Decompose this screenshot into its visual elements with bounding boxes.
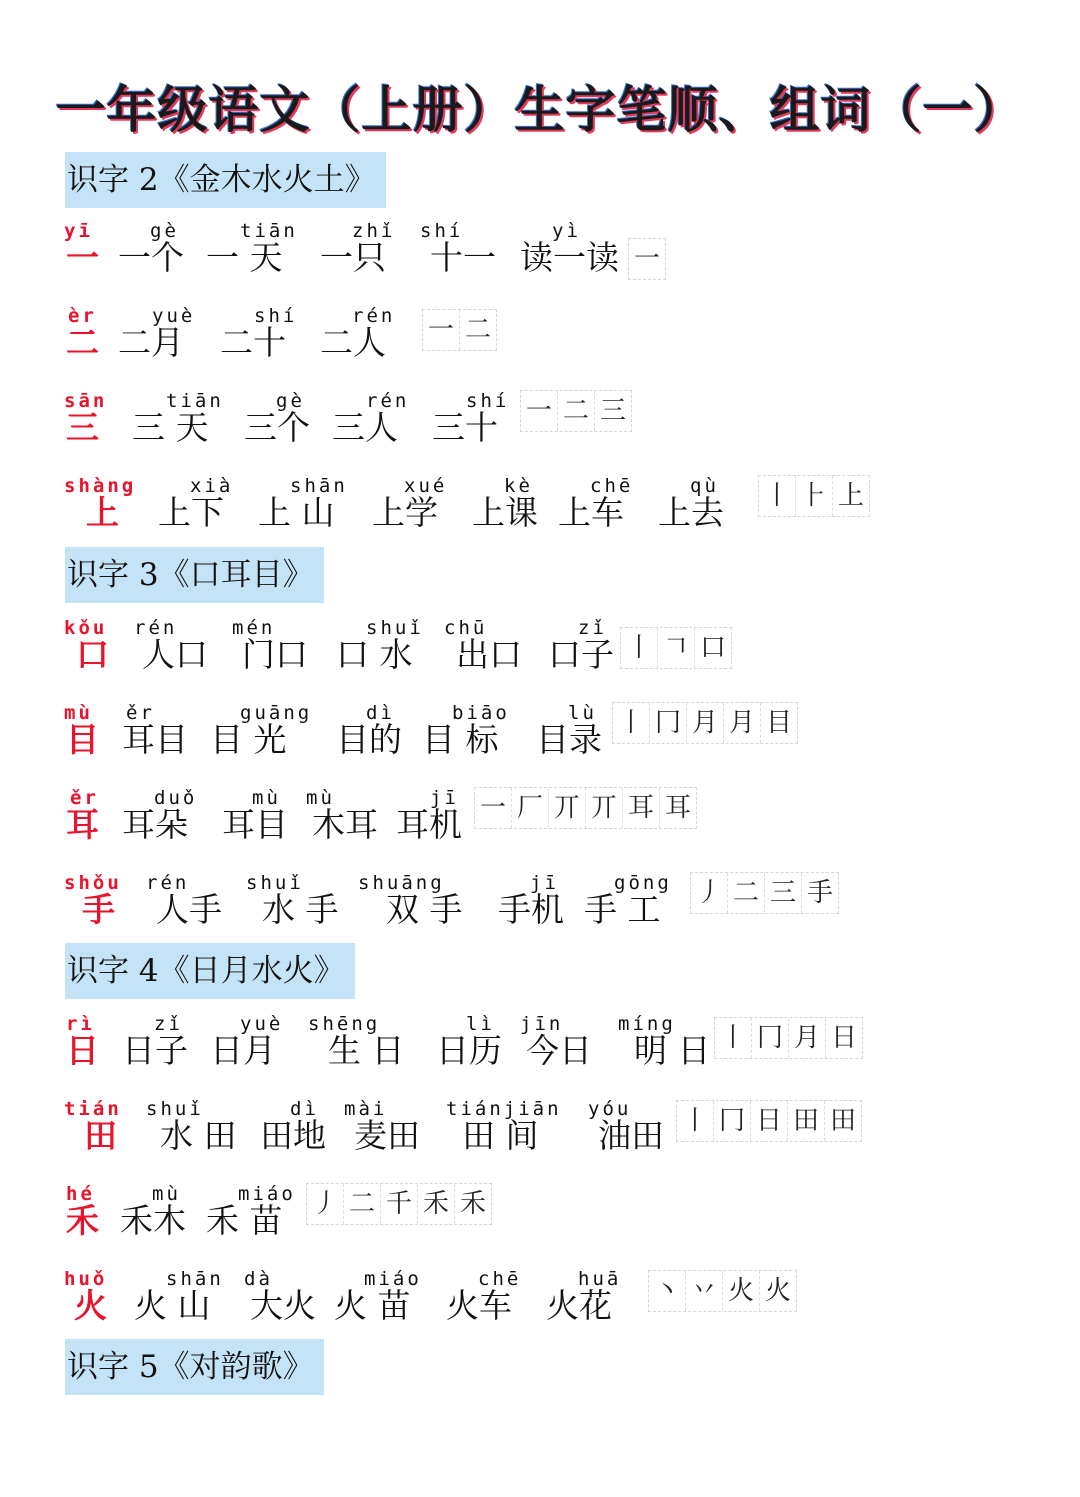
stroke-step: 耳 xyxy=(664,793,691,823)
stroke-step: 日 xyxy=(751,1101,788,1141)
word-pinyin: shēng xyxy=(308,1013,381,1035)
stroke-step: 丨 xyxy=(613,703,650,743)
char-row-ri xyxy=(0,1013,1080,1073)
word-hanzi: 禾木 xyxy=(120,1201,186,1240)
char-row-shou xyxy=(0,872,1080,932)
word-pinyin: chū xyxy=(444,617,488,639)
char-hanzi: 火 xyxy=(74,1286,107,1325)
char-hanzi: 日 xyxy=(66,1031,99,1070)
word-pinyin: shí xyxy=(254,305,298,327)
page-title: 一年级语文（上册）生字笔顺、组词（一） xyxy=(55,81,1025,139)
char-hanzi: 口 xyxy=(76,635,109,674)
word-hanzi: 口 水 xyxy=(336,635,413,674)
word-pinyin: shuǐ xyxy=(246,872,304,894)
word-hanzi: 田地 xyxy=(260,1116,326,1155)
word-hanzi: 上去 xyxy=(658,493,724,532)
word-hanzi: 田 间 xyxy=(462,1116,539,1155)
stroke-order xyxy=(758,475,870,517)
stroke-step: 日 xyxy=(830,1023,857,1053)
lesson-heading-2: 识字 3《口耳目》 xyxy=(65,547,324,603)
char-hanzi: 目 xyxy=(66,720,99,759)
char-hanzi: 耳 xyxy=(66,805,99,844)
char-row-er2 xyxy=(0,787,1080,847)
word-pinyin: zhǐ xyxy=(352,220,396,242)
stroke-order xyxy=(306,1183,492,1225)
word-pinyin: chē xyxy=(478,1268,522,1290)
word-hanzi: 大火 xyxy=(250,1286,316,1325)
lesson-heading-3: 识字 4《日月水火》 xyxy=(65,943,355,999)
stroke-step: 月 xyxy=(789,1018,826,1058)
word-hanzi: 明 日 xyxy=(634,1031,711,1070)
stroke-order xyxy=(648,1270,797,1312)
word-pinyin: dà xyxy=(244,1268,273,1290)
word-pinyin: yuè xyxy=(152,305,196,327)
word-pinyin: ěr xyxy=(126,702,155,724)
word-pinyin: mù xyxy=(252,787,281,809)
stroke-step: 上 xyxy=(837,481,864,511)
word-pinyin: jī xyxy=(430,787,459,809)
char-row-he xyxy=(0,1183,1080,1243)
stroke-step: 丶 xyxy=(649,1271,686,1311)
word-pinyin: jī xyxy=(530,872,559,894)
word-pinyin: duǒ xyxy=(154,787,198,809)
char-pinyin: huǒ xyxy=(64,1268,108,1290)
word-pinyin: qù xyxy=(690,475,719,497)
word-pinyin: shuǐ xyxy=(366,617,424,639)
stroke-step: 丌 xyxy=(549,788,586,828)
stroke-step: 一 xyxy=(521,391,558,431)
word-pinyin: tiánjiān xyxy=(446,1098,562,1120)
stroke-step: 丨 xyxy=(715,1018,752,1058)
stroke-step: 𠃍 xyxy=(658,628,695,668)
word-pinyin: rén xyxy=(146,872,190,894)
word-pinyin: lù xyxy=(568,702,597,724)
stroke-step: 田 xyxy=(829,1106,856,1136)
stroke-step: 田 xyxy=(788,1101,825,1141)
stroke-step: 丨 xyxy=(677,1101,714,1141)
word-hanzi: 二十 xyxy=(220,323,286,362)
stroke-step: 丨 xyxy=(759,476,796,516)
word-hanzi: 人手 xyxy=(156,890,222,929)
word-hanzi: 目 光 xyxy=(210,720,287,759)
stroke-step: 火 xyxy=(764,1276,791,1306)
word-hanzi: 耳目 xyxy=(222,805,288,844)
word-pinyin: mù xyxy=(152,1183,181,1205)
stroke-step: 二 xyxy=(558,391,595,431)
stroke-step: 一 xyxy=(475,788,512,828)
stroke-step: 三 xyxy=(599,396,626,426)
stroke-order xyxy=(620,627,732,669)
stroke-order xyxy=(474,787,697,829)
word-hanzi: 耳目 xyxy=(122,720,188,759)
word-hanzi: 火花 xyxy=(546,1286,612,1325)
word-pinyin: shuāng xyxy=(358,872,445,894)
char-pinyin: ěr xyxy=(70,787,99,809)
word-hanzi: 双 手 xyxy=(386,890,463,929)
stroke-step: 二 xyxy=(344,1184,381,1224)
word-hanzi: 禾 苗 xyxy=(206,1201,283,1240)
word-pinyin: xué xyxy=(404,475,448,497)
word-hanzi: 三人 xyxy=(332,408,398,447)
word-hanzi: 水 田 xyxy=(160,1116,237,1155)
word-pinyin: shí xyxy=(420,220,464,242)
word-pinyin: biāo xyxy=(452,702,510,724)
word-pinyin: tiān xyxy=(240,220,298,242)
word-hanzi: 手机 xyxy=(498,890,564,929)
word-hanzi: 三十 xyxy=(432,408,498,447)
word-hanzi: 三 天 xyxy=(132,408,209,447)
stroke-order xyxy=(422,309,497,351)
char-hanzi: 上 xyxy=(86,493,119,532)
word-hanzi: 火车 xyxy=(446,1286,512,1325)
stroke-step: 禾 xyxy=(418,1184,455,1224)
word-hanzi: 二人 xyxy=(320,323,386,362)
stroke-order xyxy=(612,702,798,744)
char-pinyin: mù xyxy=(64,702,93,724)
char-hanzi: 禾 xyxy=(66,1201,99,1240)
word-pinyin: chē xyxy=(590,475,634,497)
stroke-order xyxy=(628,238,666,280)
word-hanzi: 耳朵 xyxy=(122,805,188,844)
stroke-step: 二 xyxy=(728,873,765,913)
char-pinyin: shàng xyxy=(64,475,137,497)
stroke-order xyxy=(520,390,632,432)
word-pinyin: yuè xyxy=(240,1013,284,1035)
stroke-step: 火 xyxy=(723,1271,760,1311)
word-pinyin: kè xyxy=(504,475,533,497)
stroke-step: 丿 xyxy=(691,873,728,913)
word-pinyin: huā xyxy=(578,1268,622,1290)
word-pinyin: shān xyxy=(290,475,348,497)
stroke-step: 月 xyxy=(687,703,724,743)
char-pinyin: shǒu xyxy=(64,872,122,894)
word-hanzi: 日历 xyxy=(436,1031,502,1070)
word-hanzi: 上课 xyxy=(472,493,538,532)
word-pinyin: dì xyxy=(366,702,395,724)
word-pinyin: yì xyxy=(552,220,581,242)
stroke-step: 冂 xyxy=(752,1018,789,1058)
word-hanzi: 今日 xyxy=(526,1031,592,1070)
word-pinyin: zǐ xyxy=(154,1013,183,1035)
word-pinyin: míng xyxy=(618,1013,676,1035)
stroke-step: 三 xyxy=(765,873,802,913)
char-hanzi: 二 xyxy=(66,323,99,362)
word-hanzi: 上 山 xyxy=(258,493,335,532)
stroke-step: 月 xyxy=(724,703,761,743)
word-hanzi: 人口 xyxy=(142,635,208,674)
char-row-er xyxy=(0,305,1080,365)
lesson-heading-1: 识字 2《金木水火土》 xyxy=(65,152,386,208)
word-pinyin: gōng xyxy=(614,872,672,894)
stroke-order xyxy=(690,872,839,914)
word-pinyin: xià xyxy=(190,475,234,497)
char-pinyin: sān xyxy=(64,390,108,412)
word-pinyin: shuǐ xyxy=(146,1098,204,1120)
stroke-step: 二 xyxy=(464,315,491,345)
word-pinyin: gè xyxy=(276,390,305,412)
char-pinyin: yī xyxy=(64,220,93,242)
word-pinyin: shān xyxy=(166,1268,224,1290)
stroke-step: 一 xyxy=(633,244,660,274)
word-hanzi: 读一读 xyxy=(520,238,619,277)
word-pinyin: shí xyxy=(466,390,510,412)
word-hanzi: 上下 xyxy=(158,493,224,532)
lesson-heading-4: 识字 5《对韵歌》 xyxy=(65,1339,324,1395)
word-pinyin: rén xyxy=(352,305,396,327)
stroke-step: 丌 xyxy=(586,788,623,828)
stroke-step: 厂 xyxy=(512,788,549,828)
char-pinyin: rì xyxy=(66,1013,95,1035)
char-row-kou xyxy=(0,617,1080,677)
word-pinyin: jīn xyxy=(520,1013,564,1035)
stroke-step: 耳 xyxy=(623,788,660,828)
word-hanzi: 目 标 xyxy=(422,720,499,759)
word-hanzi: 二月 xyxy=(118,323,184,362)
stroke-step: ⺊ xyxy=(796,476,833,516)
char-hanzi: 手 xyxy=(82,890,115,929)
char-row-san xyxy=(0,390,1080,450)
word-pinyin: miáo xyxy=(364,1268,422,1290)
word-pinyin: mù xyxy=(306,787,335,809)
word-hanzi: 水 手 xyxy=(262,890,339,929)
char-pinyin: èr xyxy=(68,305,97,327)
word-pinyin: mài xyxy=(344,1098,388,1120)
word-hanzi: 日月 xyxy=(210,1031,276,1070)
stroke-step: 目 xyxy=(765,708,792,738)
word-pinyin: zǐ xyxy=(578,617,607,639)
char-hanzi: 田 xyxy=(84,1116,117,1155)
word-hanzi: 手 工 xyxy=(584,890,661,929)
word-hanzi: 日子 xyxy=(122,1031,188,1070)
word-hanzi: 门口 xyxy=(242,635,308,674)
char-row-yi xyxy=(0,220,1080,280)
stroke-order xyxy=(714,1017,863,1059)
stroke-order xyxy=(676,1100,862,1142)
word-hanzi: 一个 xyxy=(118,238,184,277)
stroke-step: 禾 xyxy=(459,1189,486,1219)
stroke-step: 千 xyxy=(381,1184,418,1224)
word-pinyin: guāng xyxy=(240,702,313,724)
word-hanzi: 麦田 xyxy=(354,1116,420,1155)
word-hanzi: 木耳 xyxy=(312,805,378,844)
stroke-step: 口 xyxy=(699,633,726,663)
word-hanzi: 耳机 xyxy=(396,805,462,844)
char-row-huo xyxy=(0,1268,1080,1328)
stroke-step: 手 xyxy=(806,878,833,908)
word-pinyin: tiān xyxy=(166,390,224,412)
word-pinyin: gè xyxy=(150,220,179,242)
word-hanzi: 一 天 xyxy=(206,238,283,277)
word-pinyin: mén xyxy=(232,617,276,639)
word-hanzi: 目的 xyxy=(336,720,402,759)
word-hanzi: 火 山 xyxy=(134,1286,211,1325)
char-row-shang xyxy=(0,475,1080,535)
word-hanzi: 十一 xyxy=(430,238,496,277)
word-pinyin: lì xyxy=(466,1013,495,1035)
char-hanzi: 三 xyxy=(66,408,99,447)
word-pinyin: rén xyxy=(366,390,410,412)
stroke-step: 丷 xyxy=(686,1271,723,1311)
stroke-step: 丿 xyxy=(307,1184,344,1224)
char-pinyin: kǒu xyxy=(64,617,108,639)
stroke-step: 丨 xyxy=(621,628,658,668)
stroke-step: 冂 xyxy=(714,1101,751,1141)
char-row-tian xyxy=(0,1098,1080,1158)
stroke-step: 冂 xyxy=(650,703,687,743)
word-hanzi: 出口 xyxy=(456,635,522,674)
char-pinyin: tián xyxy=(64,1098,122,1120)
word-hanzi: 一只 xyxy=(320,238,386,277)
word-pinyin: yóu xyxy=(588,1098,632,1120)
stroke-step: 一 xyxy=(423,310,460,350)
word-hanzi: 火 苗 xyxy=(334,1286,411,1325)
word-hanzi: 油田 xyxy=(598,1116,664,1155)
word-hanzi: 生 日 xyxy=(328,1031,405,1070)
word-hanzi: 口子 xyxy=(548,635,614,674)
char-row-mu xyxy=(0,702,1080,762)
char-pinyin: hé xyxy=(66,1183,95,1205)
word-hanzi: 目录 xyxy=(536,720,602,759)
char-hanzi: 一 xyxy=(66,238,99,277)
word-pinyin: rén xyxy=(134,617,178,639)
word-pinyin: miáo xyxy=(238,1183,296,1205)
word-hanzi: 上学 xyxy=(372,493,438,532)
word-hanzi: 三个 xyxy=(244,408,310,447)
word-pinyin: dì xyxy=(290,1098,319,1120)
word-hanzi: 上车 xyxy=(558,493,624,532)
